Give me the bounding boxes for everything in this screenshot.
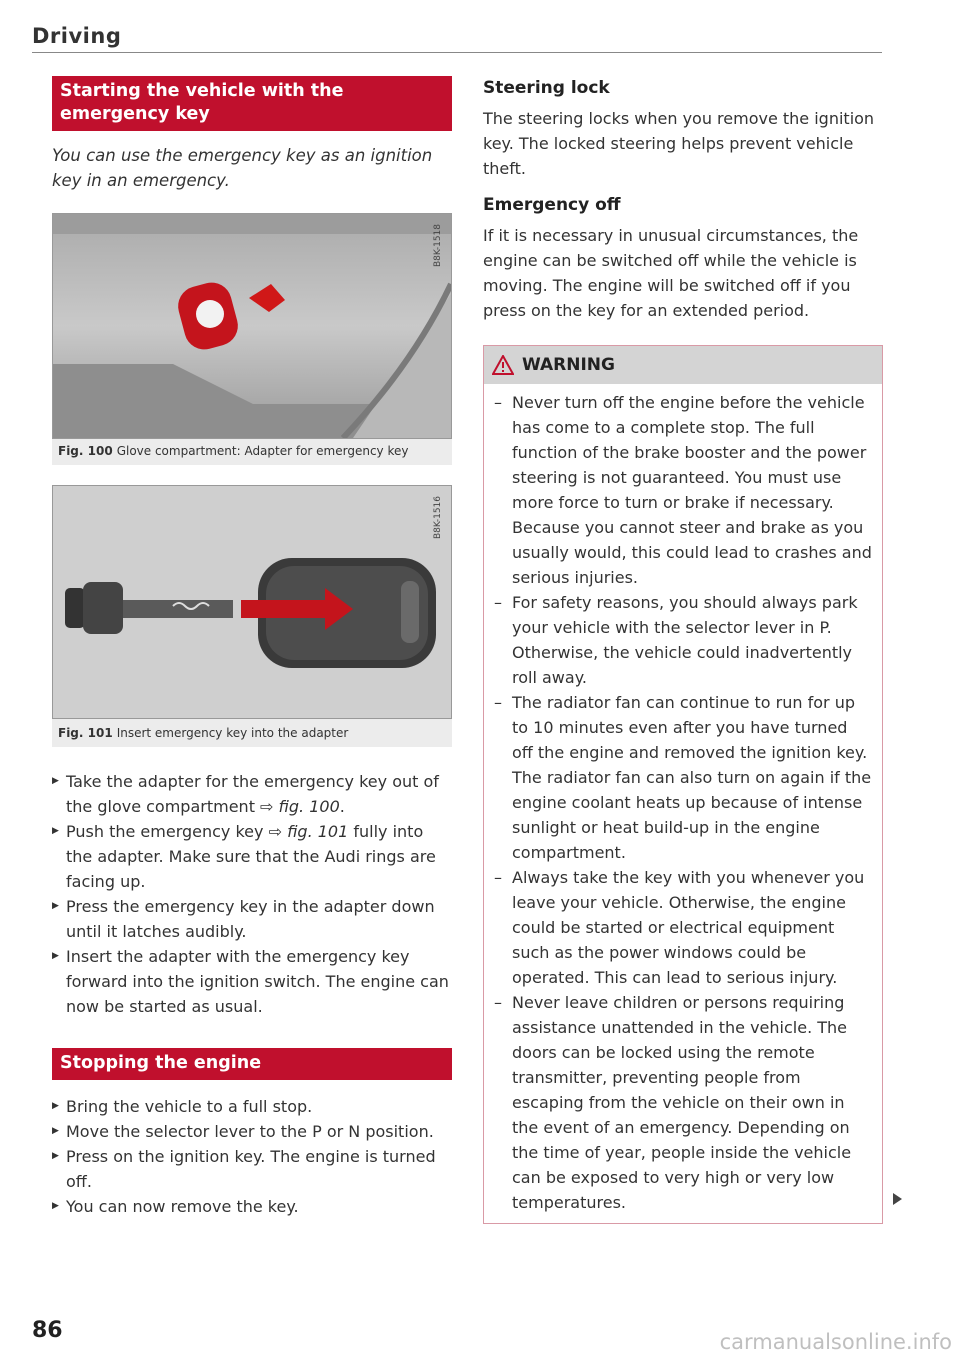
- list-item: – Always take the key with you whenever you leave your vehicle. Otherwise, the engine could be started or electrical equipment such as the power windows could be operated. This can lead to serious injury.: [494, 865, 872, 990]
- figure-100-image: [52, 213, 452, 439]
- warning-triangle-icon: [492, 355, 514, 375]
- right-column: [483, 76, 883, 1224]
- left-column: [52, 76, 452, 1219]
- heading-starting-emergency-key: Starting the vehicle with the emergency key: [52, 76, 452, 131]
- figure-101-caption: Fig. 101 Insert emergency key into the adapter: [58, 726, 349, 740]
- list-item: – The radiator fan can continue to run for up to 10 minutes even after you have turned off the engine and removed the ignition key. The radiator fan can also turn on again if the engine coolant heats up because of intense sunlight or heat build-up in the engine compartment.: [494, 690, 872, 865]
- header-divider: [32, 52, 882, 53]
- list-item: – Never turn off the engine before the vehicle has come to a complete stop. The full function of the brake booster and the power steering is not guaranteed. You must use more force to turn or brake if necessary. Because you cannot steer and brake as you usually would, this could lead to crashes and serious injuries.: [494, 390, 872, 590]
- glove-compartment-illustration: [53, 214, 451, 438]
- heading-stopping-engine: Stopping the engine: [52, 1048, 452, 1080]
- steering-lock-heading: Steering lock: [483, 78, 610, 98]
- figure-100-caption: Fig. 100 Glove compartment: Adapter for emergency key: [58, 444, 409, 458]
- list-item: ▶ Press on the ignition key. The engine is turned off.: [52, 1144, 452, 1194]
- fig-100-link[interactable]: ⇨ fig. 100: [260, 797, 340, 816]
- figure-100: [52, 213, 452, 465]
- figure-101-code: B8K-1516: [433, 496, 443, 540]
- list-item: ▶ Push the emergency key ⇨ fig. 101 fully into the adapter. Make sure that the Audi rings are facing up.: [52, 819, 452, 894]
- warning-header: [484, 346, 882, 384]
- intro-text: You can use the emergency key as an ignition key in an emergency.: [52, 146, 433, 190]
- figure-101: [52, 485, 452, 747]
- fig-101-link[interactable]: ⇨ fig. 101: [268, 822, 349, 841]
- list-item: ▶ Take the adapter for the emergency key out of the glove compartment ⇨ fig. 100.: [52, 769, 452, 819]
- list-item: ▶ Move the selector lever to the P or N position.: [52, 1119, 452, 1144]
- warning-list: [484, 384, 882, 1223]
- warning-box: [483, 345, 883, 1224]
- footer-watermark: carmanualsonline.info: [719, 1330, 952, 1354]
- section-title: Driving: [32, 24, 122, 48]
- list-item: ▶ Press the emergency key in the adapter down until it latches audibly.: [52, 894, 452, 944]
- list-item: – For safety reasons, you should always park your vehicle with the selector lever in P. Otherwise, the vehicle could inadvertently roll away.: [494, 590, 872, 690]
- start-steps-list: [52, 769, 452, 1019]
- continue-arrow-icon: [893, 1193, 902, 1205]
- warning-title: WARNING: [522, 355, 615, 375]
- key-insert-illustration: [53, 486, 451, 718]
- emergency-off-heading: Emergency off: [483, 195, 621, 215]
- emergency-off-text: If it is necessary in unusual circumstances, the engine can be switched off while the vehicle is moving. The engine will be switched off if you press on the key for an extended period.: [483, 226, 859, 320]
- steering-lock-text: The steering locks when you remove the ignition key. The locked steering helps prevent vehicle theft.: [483, 109, 875, 178]
- list-item: – Never leave children or persons requiring assistance unattended in the vehicle. The doors can be locked using the remote transmitter, preventing people from escaping from the vehicle on their own in the event of an emergency. Depending on the time of year, people inside the vehicle can be exposed to very high or very low temperatures.: [494, 990, 872, 1215]
- list-item: ▶ Insert the adapter with the emergency key forward into the ignition switch. The engine can now be started as usual.: [52, 944, 452, 1019]
- list-item: ▶ Bring the vehicle to a full stop.: [52, 1094, 452, 1119]
- stop-steps-list: [52, 1094, 452, 1219]
- figure-101-image: [52, 485, 452, 719]
- figure-100-code: B8K-1518: [433, 224, 443, 268]
- page-number: 86: [32, 1318, 63, 1343]
- list-item: ▶ You can now remove the key.: [52, 1194, 452, 1219]
